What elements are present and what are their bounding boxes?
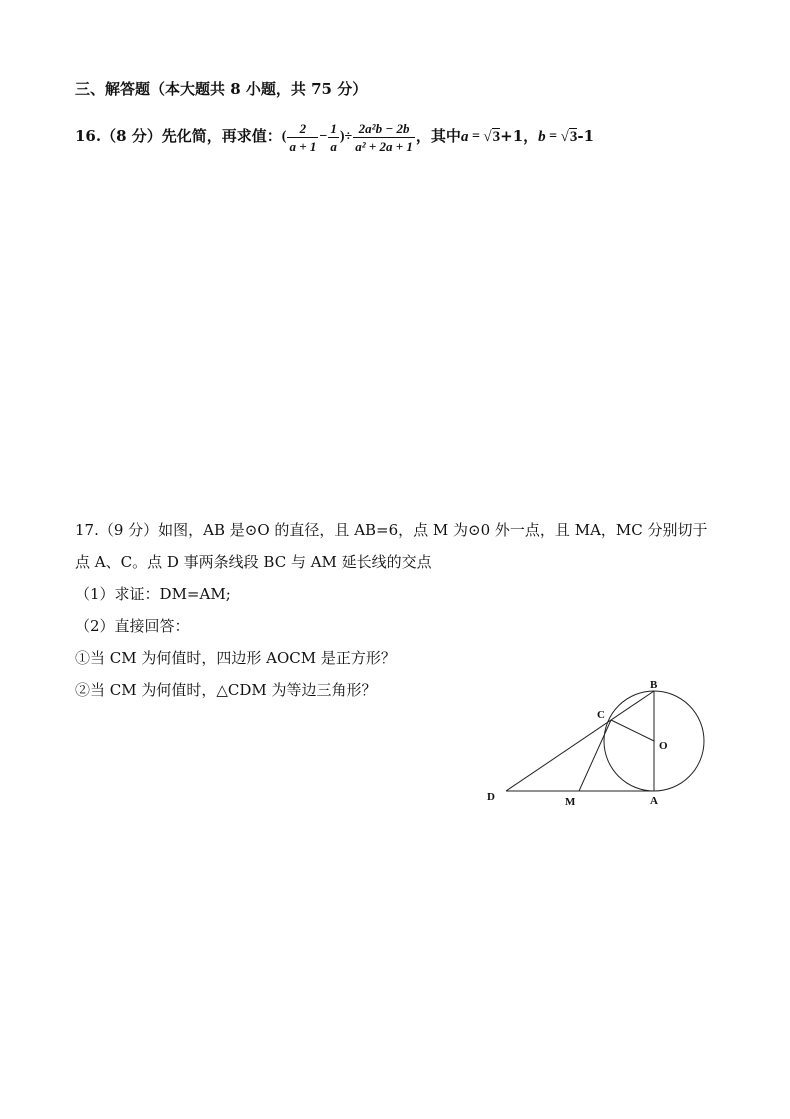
q16-frac3-denominator: a² + 2a + 1: [355, 138, 413, 154]
q16-b-radicand: 3: [569, 129, 578, 145]
radius-oc: [611, 720, 654, 741]
q17-line-5: ①当 CM 为何值时，四边形 AOCM 是正方形？: [75, 649, 396, 667]
q16-open-paren: (: [281, 129, 287, 144]
q16-a-radicand: 3: [492, 129, 501, 145]
q17-line-6: ②当 CM 为何值时，△CDM 为等边三角形？: [75, 681, 377, 699]
q16-frac3-numerator: 2a²b − 2b: [358, 120, 410, 136]
q17-line-4: （2）直接回答：: [75, 617, 190, 635]
label-o: O: [659, 740, 668, 752]
q16-frac2-denominator: a: [330, 138, 337, 154]
q16-a-sqrt: √3: [483, 129, 501, 145]
section-title: 三、解答题（本大题共 8 小题，共 75 分）: [75, 80, 368, 98]
q16-b-tail: -1: [577, 127, 595, 145]
q16-where: ，其中: [415, 127, 461, 145]
q16-close-divide: )÷: [339, 129, 353, 144]
label-b: B: [650, 679, 658, 691]
q16-a-tail: +1，: [500, 127, 539, 145]
q16-b-sqrt: √3: [560, 129, 578, 145]
q16-minus: −: [319, 129, 328, 144]
label-m: M: [565, 796, 576, 808]
q16-a-variable: a: [460, 129, 469, 145]
q16-prefix: 16.（8 分）先化简，再求值：: [75, 127, 282, 145]
q16-frac1-denominator: a + 1: [289, 138, 317, 154]
label-c: C: [597, 709, 605, 721]
q17-line-1: 17.（9 分）如图，AB 是⊙O 的直径，且 AB=6，点 M 为⊙0 外一点，且 MA，MC 分别切于: [75, 521, 708, 539]
q17-line-2: 点 A、C。点 D 事两条线段 BC 与 AM 延长线的交点: [75, 553, 432, 571]
label-a: A: [650, 795, 658, 807]
q16-frac2-numerator: 1: [330, 120, 337, 136]
q16-frac1-numerator: 2: [299, 120, 307, 136]
label-d: D: [487, 791, 495, 803]
q16-a-equals: =: [468, 129, 484, 144]
q16-b-equals: =: [545, 129, 561, 144]
q16-b-variable: b: [538, 129, 546, 145]
q17-line-3: （1）求证：DM=AM;: [75, 585, 231, 603]
line-db: [506, 691, 654, 791]
